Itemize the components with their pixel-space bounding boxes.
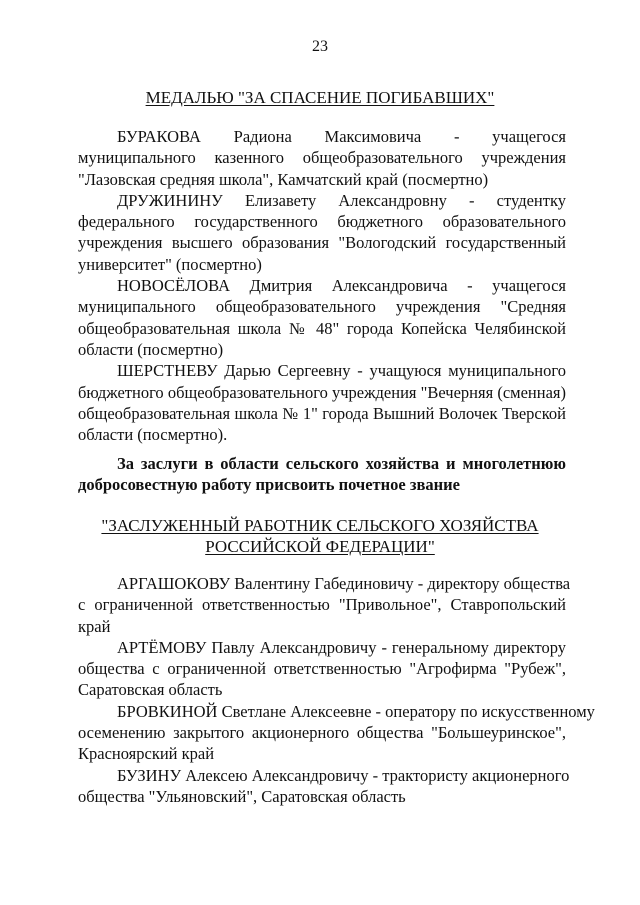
decree-line: За заслуги в области сельского хозяйства и многолетнюю bbox=[117, 454, 566, 473]
recipient-line: муниципального казенного общеобразовательного учреждения bbox=[78, 148, 566, 168]
recipient-line: БРОВКИНОЙ Светлане Алексеевне - оператору по искусственному bbox=[117, 701, 595, 721]
recipient-line: области (посмертно). bbox=[78, 425, 228, 445]
recipient-line: БУЗИНУ Алексею Александровичу - трактористу акционерного bbox=[117, 765, 570, 785]
recipient-line: общества с ограниченной ответственностью "Агрофирма "Рубеж", bbox=[78, 659, 566, 679]
decree-line: добросовестную работу присвоить почетное звание bbox=[78, 475, 460, 495]
title-heading-line: РОССИЙСКОЙ ФЕДЕРАЦИИ" bbox=[205, 537, 435, 556]
recipient-line: осеменению закрытого акционерного общества "Большеуринское", bbox=[78, 723, 566, 743]
recipient-line: федерального государственного бюджетного образовательного bbox=[78, 212, 566, 232]
recipient-line: области (посмертно) bbox=[78, 339, 224, 359]
medal-recipients-list bbox=[78, 126, 566, 445]
recipient-line: общества "Ульяновский", Саратовская область bbox=[78, 786, 406, 806]
recipient-line: БУРАКОВА Радиона Максимовича - учащегося bbox=[117, 127, 566, 146]
decree-paragraph bbox=[78, 453, 566, 496]
recipient-line: край bbox=[78, 616, 111, 636]
recipient-line: ДРУЖИНИНУ Елизавету Александровну - студентку bbox=[117, 190, 566, 210]
recipient-line: Саратовская область bbox=[78, 680, 223, 700]
recipient-line: бюджетного общеобразовательного учреждения "Вечерняя (сменная) bbox=[78, 382, 566, 402]
recipient-line: общеобразовательная школа № 1" города Вышний Волочек Тверской bbox=[78, 403, 566, 423]
medal-heading bbox=[0, 87, 640, 108]
recipient-line: АРГАШОКОВУ Валентину Габединовичу - директору общества bbox=[117, 574, 571, 593]
recipient-line: университет" (посмертно) bbox=[78, 254, 262, 274]
recipient-line: с ограниченной ответственностью "Привольное", Ставропольский bbox=[78, 595, 566, 615]
recipient-line: Красноярский край bbox=[78, 744, 215, 764]
recipient-line: НОВОСЁЛОВА Дмитрия Александровича - учащегося bbox=[117, 276, 566, 296]
page-number: 23 bbox=[312, 38, 328, 55]
title-heading-line: "ЗАСЛУЖЕННЫЙ РАБОТНИК СЕЛЬСКОГО ХОЗЯЙСТВА bbox=[101, 516, 539, 535]
recipient-line: общеобразовательная школа № 48" города Копейска Челябинской bbox=[78, 318, 566, 338]
title-recipients-list bbox=[78, 573, 595, 807]
medal-heading-text: МЕДАЛЬЮ "ЗА СПАСЕНИЕ ПОГИБАВШИХ" bbox=[145, 88, 495, 107]
recipient-line: "Лазовская средняя школа", Камчатский край (посмертно) bbox=[78, 169, 489, 189]
recipient-line: АРТЁМОВУ Павлу Александровичу - генеральному директору bbox=[117, 637, 566, 657]
recipient-line: ШЕРСТНЕВУ Дарью Сергеевну - учащуюся муниципального bbox=[117, 361, 566, 381]
title-heading bbox=[0, 515, 640, 557]
recipient-line: муниципального общеобразовательного учреждения "Средняя bbox=[78, 297, 566, 317]
recipient-line: учреждения высшего образования "Вологодский государственный bbox=[78, 233, 566, 253]
